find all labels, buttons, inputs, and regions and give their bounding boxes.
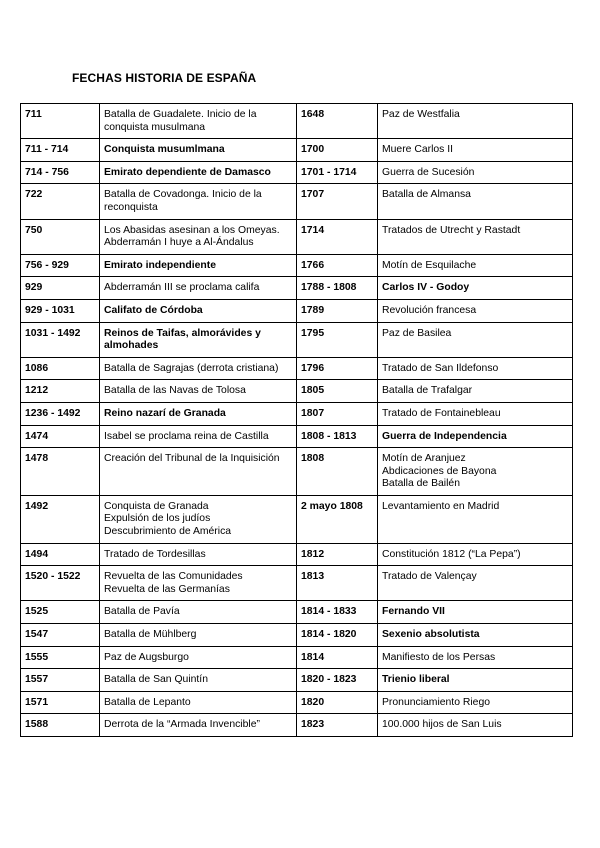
event-cell: Creación del Tribunal de la Inquisición bbox=[100, 448, 297, 496]
year-cell: 929 bbox=[21, 277, 100, 300]
event-cell: Motín de Aranjuez Abdicaciones de Bayona Batalla de Bailén bbox=[378, 448, 573, 496]
year-cell: 929 - 1031 bbox=[21, 299, 100, 322]
table-row bbox=[21, 624, 573, 647]
event-cell: Paz de Westfalia bbox=[378, 104, 573, 139]
event-cell: Batalla de Trafalgar bbox=[378, 380, 573, 403]
year-cell: 711 - 714 bbox=[21, 139, 100, 162]
event-cell: Revuelta de las Comunidades Revuelta de las Germanías bbox=[100, 566, 297, 601]
year-cell: 1494 bbox=[21, 543, 100, 566]
year-cell: 1814 - 1833 bbox=[297, 601, 378, 624]
table-row bbox=[21, 277, 573, 300]
table-row bbox=[21, 357, 573, 380]
table-row bbox=[21, 219, 573, 254]
year-cell: 1788 - 1808 bbox=[297, 277, 378, 300]
year-cell: 1571 bbox=[21, 691, 100, 714]
table-row bbox=[21, 566, 573, 601]
year-cell: 1808 bbox=[297, 448, 378, 496]
event-cell: Paz de Augsburgo bbox=[100, 646, 297, 669]
year-cell: 1031 - 1492 bbox=[21, 322, 100, 357]
year-cell: 1808 - 1813 bbox=[297, 425, 378, 448]
event-cell: Batalla de las Navas de Tolosa bbox=[100, 380, 297, 403]
year-cell: 1520 - 1522 bbox=[21, 566, 100, 601]
event-cell: Los Abasidas asesinan a los Omeyas. Abderramán I huye a Al-Ándalus bbox=[100, 219, 297, 254]
event-cell: Batalla de Guadalete. Inicio de la conquista musulmana bbox=[100, 104, 297, 139]
table-row bbox=[21, 139, 573, 162]
event-cell: Tratado de San Ildefonso bbox=[378, 357, 573, 380]
year-cell: 1805 bbox=[297, 380, 378, 403]
event-cell: Conquista de Granada Expulsión de los judíos Descubrimiento de América bbox=[100, 495, 297, 543]
table-row bbox=[21, 425, 573, 448]
year-cell: 1648 bbox=[297, 104, 378, 139]
year-cell: 1814 bbox=[297, 646, 378, 669]
table-row bbox=[21, 495, 573, 543]
year-cell: 1766 bbox=[297, 254, 378, 277]
year-cell: 1212 bbox=[21, 380, 100, 403]
year-cell: 1796 bbox=[297, 357, 378, 380]
table-row bbox=[21, 402, 573, 425]
event-cell: Conquista musumlmana bbox=[100, 139, 297, 162]
event-cell: Isabel se proclama reina de Castilla bbox=[100, 425, 297, 448]
table-row bbox=[21, 184, 573, 219]
table-row bbox=[21, 104, 573, 139]
table-row bbox=[21, 380, 573, 403]
event-cell: Manifiesto de los Persas bbox=[378, 646, 573, 669]
year-cell: 756 - 929 bbox=[21, 254, 100, 277]
event-cell: Batalla de Sagrajas (derrota cristiana) bbox=[100, 357, 297, 380]
event-cell: Emirato independiente bbox=[100, 254, 297, 277]
year-cell: 711 bbox=[21, 104, 100, 139]
event-cell: Batalla de Mühlberg bbox=[100, 624, 297, 647]
table-row bbox=[21, 543, 573, 566]
year-cell: 1478 bbox=[21, 448, 100, 496]
year-cell: 1789 bbox=[297, 299, 378, 322]
year-cell: 1086 bbox=[21, 357, 100, 380]
year-cell: 722 bbox=[21, 184, 100, 219]
year-cell: 714 - 756 bbox=[21, 161, 100, 184]
event-cell: Guerra de Sucesión bbox=[378, 161, 573, 184]
event-cell: Muere Carlos II bbox=[378, 139, 573, 162]
event-cell: Revolución francesa bbox=[378, 299, 573, 322]
year-cell: 1795 bbox=[297, 322, 378, 357]
year-cell: 1701 - 1714 bbox=[297, 161, 378, 184]
event-cell: Tratado de Fontainebleau bbox=[378, 402, 573, 425]
event-cell: Paz de Basilea bbox=[378, 322, 573, 357]
table-row bbox=[21, 646, 573, 669]
event-cell: Abderramán III se proclama califa bbox=[100, 277, 297, 300]
year-cell: 1714 bbox=[297, 219, 378, 254]
year-cell: 1555 bbox=[21, 646, 100, 669]
year-cell: 1525 bbox=[21, 601, 100, 624]
event-cell: Guerra de Independencia bbox=[378, 425, 573, 448]
table-row bbox=[21, 161, 573, 184]
event-cell: Batalla de Covadonga. Inicio de la reconquista bbox=[100, 184, 297, 219]
event-cell: Batalla de Pavía bbox=[100, 601, 297, 624]
event-cell: Batalla de Lepanto bbox=[100, 691, 297, 714]
event-cell: Tratados de Utrecht y Rastadt bbox=[378, 219, 573, 254]
year-cell: 1807 bbox=[297, 402, 378, 425]
table-row bbox=[21, 714, 573, 737]
table-row bbox=[21, 322, 573, 357]
event-cell: Reinos de Taifas, almorávides y almohades bbox=[100, 322, 297, 357]
year-cell: 1707 bbox=[297, 184, 378, 219]
event-cell: Batalla de Almansa bbox=[378, 184, 573, 219]
table-row bbox=[21, 299, 573, 322]
table-row bbox=[21, 254, 573, 277]
table-row bbox=[21, 691, 573, 714]
event-cell: Califato de Córdoba bbox=[100, 299, 297, 322]
event-cell: Fernando VII bbox=[378, 601, 573, 624]
year-cell: 1474 bbox=[21, 425, 100, 448]
year-cell: 1236 - 1492 bbox=[21, 402, 100, 425]
dates-table bbox=[20, 103, 573, 737]
year-cell: 1547 bbox=[21, 624, 100, 647]
year-cell: 1492 bbox=[21, 495, 100, 543]
event-cell: Levantamiento en Madrid bbox=[378, 495, 573, 543]
year-cell: 2 mayo 1808 bbox=[297, 495, 378, 543]
year-cell: 1820 bbox=[297, 691, 378, 714]
year-cell: 1557 bbox=[21, 669, 100, 692]
event-cell: Derrota de la “Armada Invencible” bbox=[100, 714, 297, 737]
page-title: FECHAS HISTORIA DE ESPAÑA bbox=[72, 71, 257, 85]
table-row bbox=[21, 601, 573, 624]
event-cell: Constitución 1812 (“La Pepa”) bbox=[378, 543, 573, 566]
event-cell: Sexenio absolutista bbox=[378, 624, 573, 647]
event-cell: Trienio liberal bbox=[378, 669, 573, 692]
event-cell: Tratado de Tordesillas bbox=[100, 543, 297, 566]
event-cell: Carlos IV - Godoy bbox=[378, 277, 573, 300]
event-cell: Emirato dependiente de Damasco bbox=[100, 161, 297, 184]
event-cell: Reino nazarí de Granada bbox=[100, 402, 297, 425]
table-row bbox=[21, 448, 573, 496]
year-cell: 1814 - 1820 bbox=[297, 624, 378, 647]
event-cell: Pronunciamiento Riego bbox=[378, 691, 573, 714]
year-cell: 1588 bbox=[21, 714, 100, 737]
year-cell: 1820 - 1823 bbox=[297, 669, 378, 692]
table-row bbox=[21, 669, 573, 692]
event-cell: Batalla de San Quintín bbox=[100, 669, 297, 692]
year-cell: 1813 bbox=[297, 566, 378, 601]
event-cell: Tratado de Valençay bbox=[378, 566, 573, 601]
event-cell: Motín de Esquilache bbox=[378, 254, 573, 277]
year-cell: 1700 bbox=[297, 139, 378, 162]
event-cell: 100.000 hijos de San Luis bbox=[378, 714, 573, 737]
year-cell: 1812 bbox=[297, 543, 378, 566]
year-cell: 750 bbox=[21, 219, 100, 254]
year-cell: 1823 bbox=[297, 714, 378, 737]
